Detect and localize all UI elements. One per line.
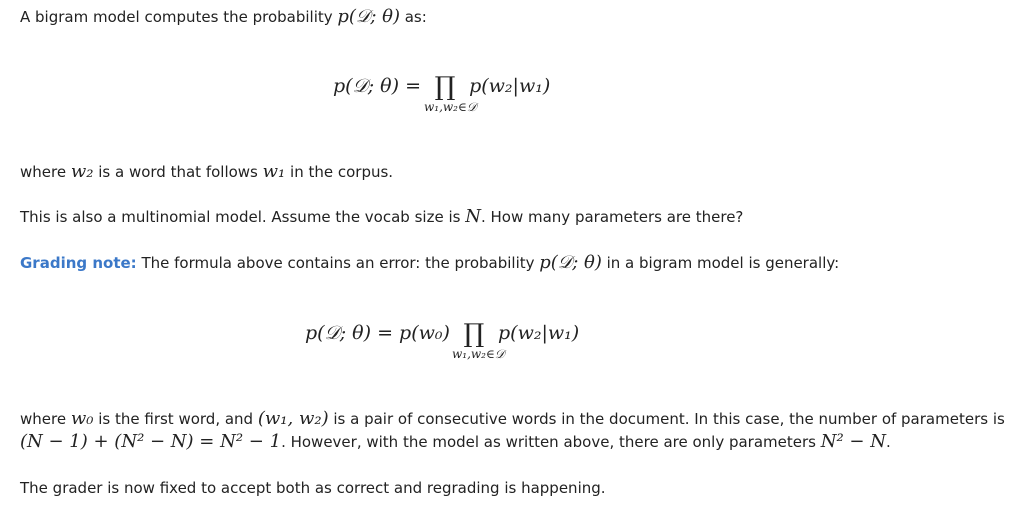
params-line — [20, 432, 891, 452]
grading-note-line — [20, 253, 839, 273]
equation-2-lhs: p(𝒟; θ) = p(w₀) — [305, 322, 450, 344]
where-2-prefix: where — [20, 410, 71, 428]
params-math-b: N² − N — [820, 431, 886, 452]
where-2-suffix: is a pair of consecutive words in the document. In this case, the number of parameters is — [328, 410, 1005, 428]
equation-2 — [305, 319, 579, 349]
params-suffix: . — [885, 433, 891, 451]
grading-note-label: Grading note: — [20, 254, 137, 272]
where-1-math-a: w₂ — [70, 161, 94, 182]
grading-note-prefix: The formula above contains an error: the probability — [136, 254, 540, 272]
where-1-suffix: in the corpus. — [285, 163, 394, 181]
where-line-2 — [20, 409, 1005, 429]
equation-1 — [333, 72, 550, 102]
question-prefix: This is also a multinomial model. Assume the vocab size is — [20, 208, 466, 226]
where-2-math-b: (w₁, w₂) — [257, 408, 329, 429]
equation-1-lhs: p(𝒟; θ) = — [333, 75, 421, 97]
grading-note-suffix: in a bigram model is generally: — [601, 254, 840, 272]
where-2-math-a: w₀ — [70, 408, 94, 429]
equation-2-rhs: p(w₂|w₁) — [498, 322, 580, 344]
intro-prefix: A bigram model computes the probability — [20, 8, 338, 26]
question-line — [20, 207, 743, 227]
intro-line — [20, 7, 427, 27]
intro-suffix: as: — [399, 8, 427, 26]
question-math: N — [465, 206, 481, 227]
where-2-middle: is the first word, and — [93, 410, 258, 428]
equation-2-limits: w₁,w₂∈𝒟 — [452, 347, 505, 361]
closing-line: The grader is now fixed to accept both as correct and regrading is happening. — [20, 479, 606, 497]
equation-1-rhs: p(w₂|w₁) — [469, 75, 551, 97]
product-symbol-2: ∏ — [463, 319, 485, 349]
where-line-1 — [20, 162, 393, 182]
where-1-middle: is a word that follows — [93, 163, 263, 181]
params-middle: . However, with the model as written above, there are only parameters — [281, 433, 821, 451]
product-symbol: ∏ — [434, 72, 456, 102]
equation-1-limits: w₁,w₂∈𝒟 — [424, 100, 477, 114]
where-1-prefix: where — [20, 163, 71, 181]
intro-math: p(𝒟; θ) — [337, 6, 400, 27]
grading-note-math: p(𝒟; θ) — [539, 252, 602, 273]
question-suffix: . How many parameters are there? — [480, 208, 744, 226]
where-1-math-b: w₁ — [262, 161, 286, 182]
params-math: (N − 1) + (N² − N) = N² − 1 — [20, 431, 282, 452]
